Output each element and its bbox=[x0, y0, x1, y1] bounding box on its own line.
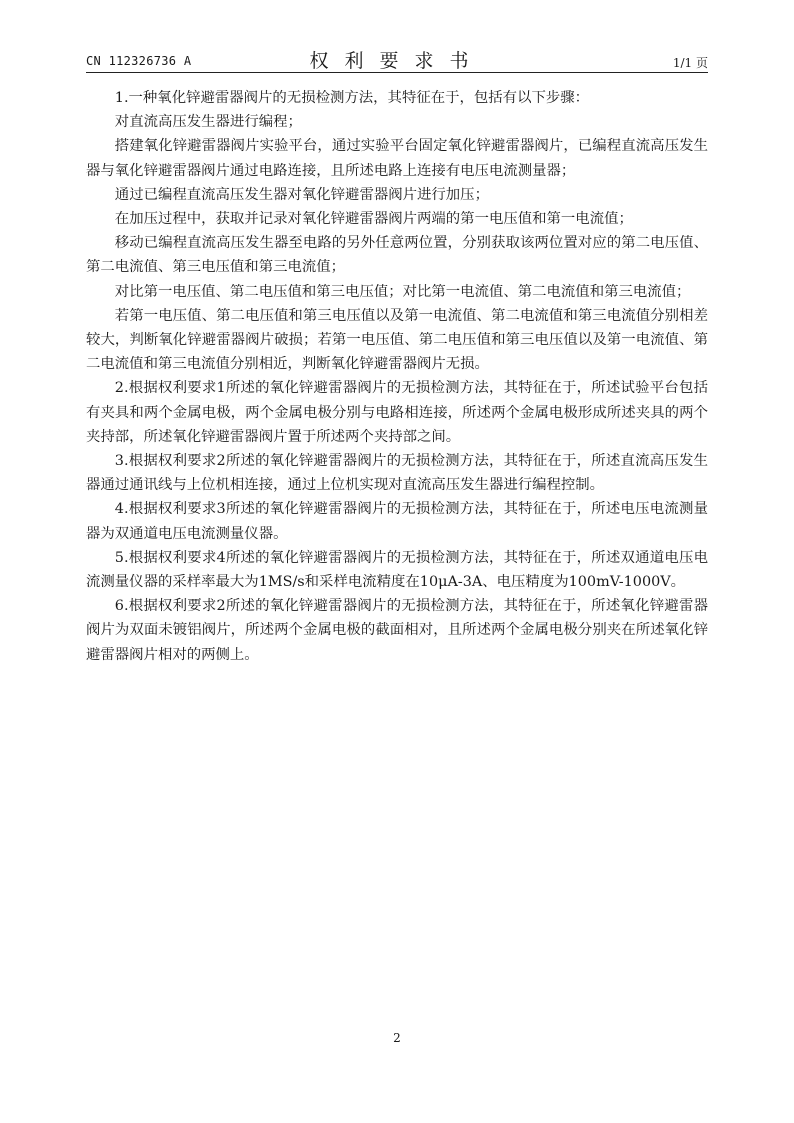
claim-paragraph: 5.根据权利要求4所述的氧化锌避雷器阀片的无损检测方法，其特征在于，所述双通道电压电流测量仪器的采样率最大为1MS/s和采样电流精度在10μA-3A、电压精度为100mV-1000V。 bbox=[86, 549, 708, 591]
claim-paragraph: 若第一电压值、第二电压值和第三电压值以及第一电流值、第二电流值和第三电流值分别相差较大，判断氧化锌避雷器阀片破损；若第一电压值、第二电压值和第三电压值以及第一电流值、第二电流值和第三电流值分别相近，判断氧化锌避雷器阀片无损。 bbox=[86, 307, 708, 373]
claim-paragraph: 搭建氧化锌避雷器阀片实验平台，通过实验平台固定氧化锌避雷器阀片，已编程直流高压发生器与氧化锌避雷器阀片通过电路连接，且所述电路上连接有电压电流测量器； bbox=[86, 138, 708, 179]
claim-paragraph: 2.根据权利要求1所述的氧化锌避雷器阀片的无损检测方法，其特征在于，所述试验平台包括有夹具和两个金属电极，两个金属电极分别与电路相连接，所述两个金属电极形成所述夹具的两个夹持部，所述氧化锌避雷器阀片置于所述两个夹持部之间。 bbox=[86, 380, 708, 445]
page-header bbox=[86, 46, 708, 72]
claim-paragraph: 移动已编程直流高压发生器至电路的另外任意两位置，分别获取该两位置对应的第二电压值、第二电流值、第三电压值和第三电流值； bbox=[86, 235, 708, 276]
claim-paragraph: 在加压过程中，获取并记录对氧化锌避雷器阀片两端的第一电压值和第一电流值； bbox=[114, 211, 633, 228]
header-rule bbox=[86, 72, 708, 73]
claim-paragraph: 通过已编程直流高压发生器对氧化锌避雷器阀片进行加压； bbox=[114, 186, 489, 203]
claims-body bbox=[86, 86, 708, 667]
claim-paragraph: 对直流高压发生器进行编程； bbox=[114, 114, 302, 131]
document-title: 权利要求书 bbox=[309, 50, 485, 72]
claim-paragraph: 对比第一电压值、第二电压值和第三电压值；对比第一电流值、第二电流值和第三电流值； bbox=[114, 283, 691, 300]
page-of-indicator: 1/1 页 bbox=[672, 56, 708, 70]
publication-number: CN 112326736 A bbox=[86, 54, 192, 68]
claim-paragraph: 6.根据权利要求2所述的氧化锌避雷器阀片的无损检测方法，其特征在于，所述氧化锌避雷器阀片为双面未镀铝阀片，所述两个金属电极的截面相对，且所述两个金属电极分别夹在所述氧化锌避雷器阀片相对的两侧上。 bbox=[86, 598, 708, 663]
claim-paragraph: 3.根据权利要求2所述的氧化锌避雷器阀片的无损检测方法，其特征在于，所述直流高压发生器通过通讯线与上位机相连接，通过上位机实现对直流高压发生器进行编程控制。 bbox=[86, 453, 708, 494]
page-number: 2 bbox=[393, 1031, 401, 1045]
claim-paragraph: 1.一种氧化锌避雷器阀片的无损检测方法，其特征在于，包括有以下步骤： bbox=[114, 90, 590, 106]
claim-paragraph: 4.根据权利要求3所述的氧化锌避雷器阀片的无损检测方法，其特征在于，所述电压电流测量器为双通道电压电流测量仪器。 bbox=[86, 501, 708, 542]
